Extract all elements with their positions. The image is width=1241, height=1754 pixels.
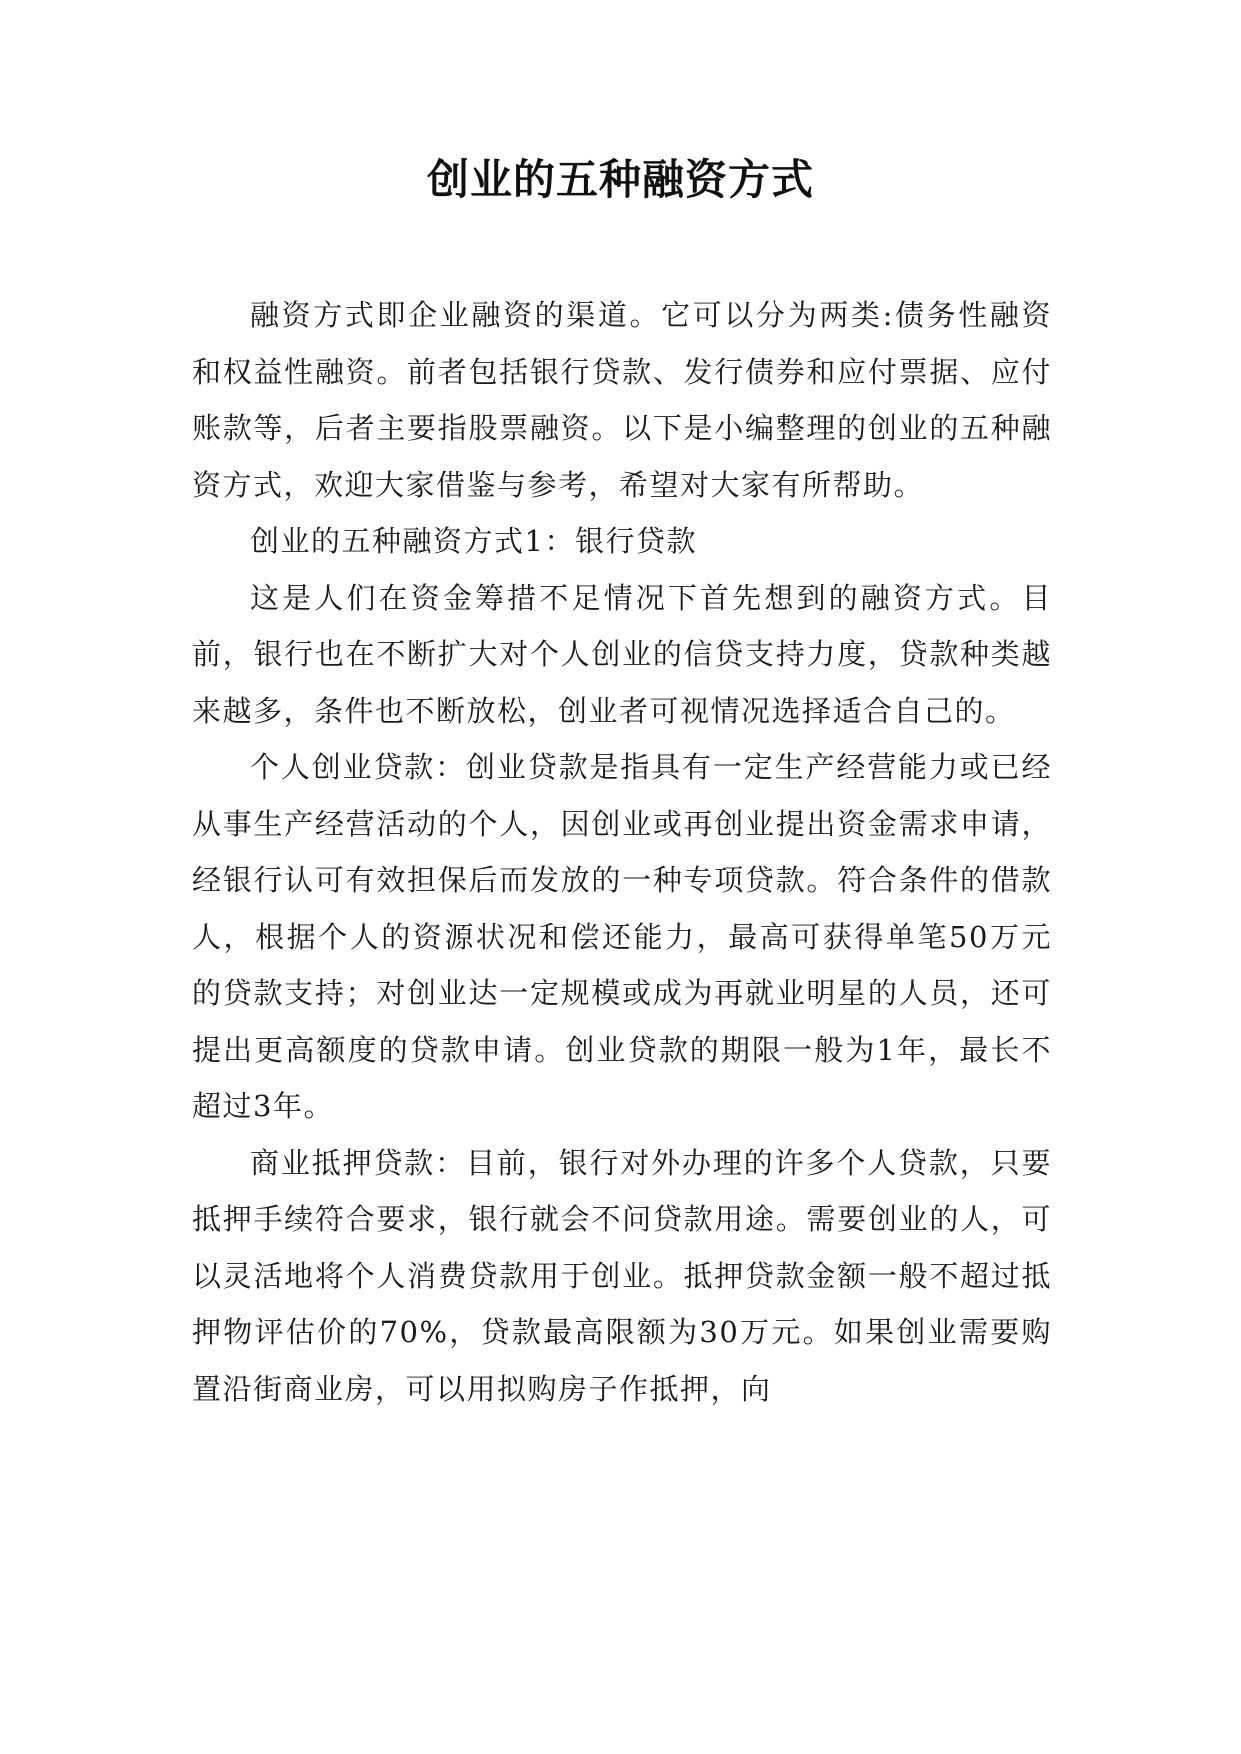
paragraph-commercial-mortgage-loan: 商业抵押贷款：目前，银行对外办理的许多个人贷款，只要抵押手续符合要求，银行就会不问贷款用途。需要创业的人，可以灵活地将个人消费贷款用于创业。抵押贷款金额一般不超过抵押物评估价的70%，贷款最高限额为30万元。如果创业需要购置沿街商业房，可以用拟购房子作抵押，向 [192,1145,1052,1406]
paragraph-personal-startup-loan: 个人创业贷款：创业贷款是指具有一定生产经营能力或已经从事生产经营活动的个人，因创业或再创业提出资金需求申请，经银行认可有效担保后而发放的一种专项贷款。符合条件的借款人，根据个人的资源状况和偿还能力，最高可获得单笔50万元的贷款支持；对创业达一定规模或成为再就业明星的人员，还可提出更高额度的贷款申请。创业贷款的期限一般为1年，最长不超过3年。 [192,750,1052,1123]
document-title: 创业的五种融资方式 [426,155,814,204]
document-body [192,287,1052,1417]
paragraph-intro: 融资方式即企业融资的渠道。它可以分为两类:债务性融资和权益性融资。前者包括银行贷款、发行债券和应付票据、应付账款等，后者主要指股票融资。以下是小编整理的创业的五种融资方式，欢迎大家借鉴与参考，希望对大家有所帮助。 [192,298,1052,502]
paragraph-heading-bank-loan: 创业的五种融资方式1：银行贷款 [250,524,697,558]
paragraph-bank-loan: 这是人们在资金筹措不足情况下首先想到的融资方式。目前，银行也在不断扩大对个人创业的信贷支持力度，贷款种类越来越多，条件也不断放松，创业者可视情况选择适合自己的。 [192,580,1052,728]
